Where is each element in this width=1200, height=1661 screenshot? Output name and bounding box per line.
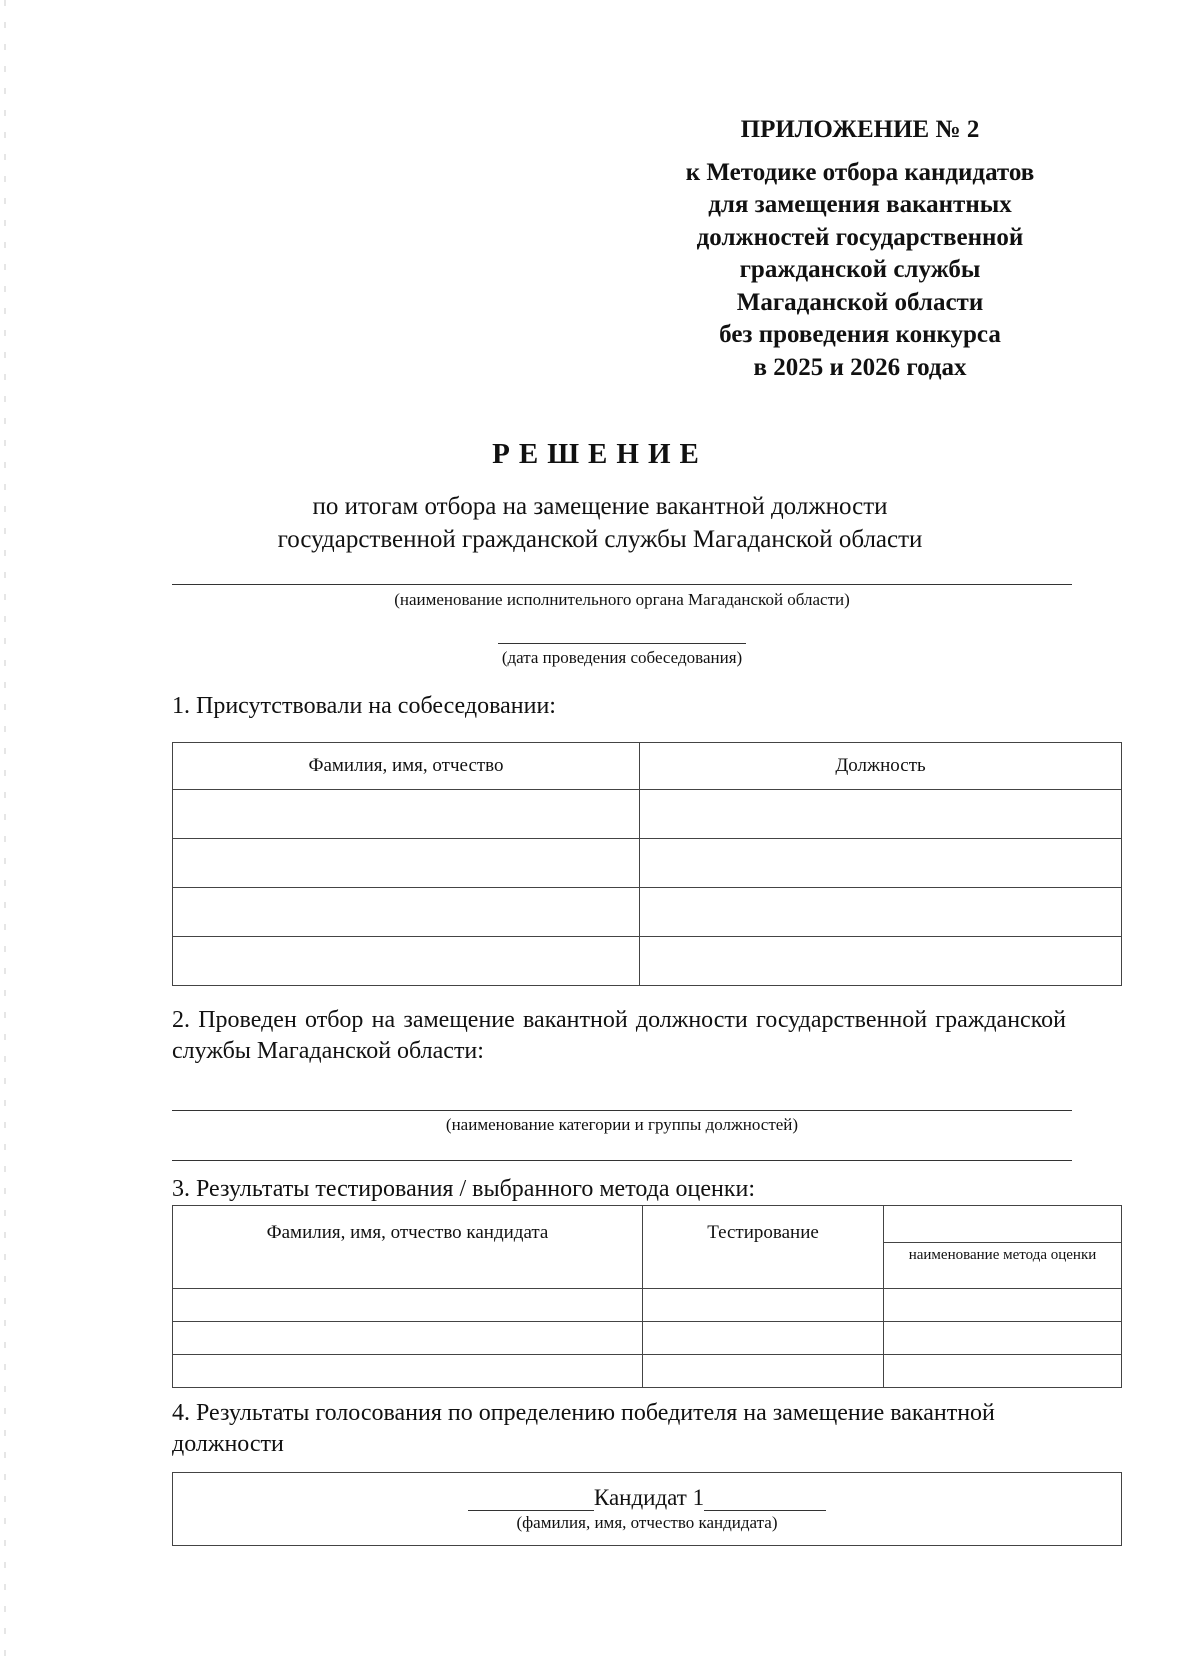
- table-cell[interactable]: [640, 888, 1122, 937]
- column-header-position: Должность: [640, 743, 1122, 790]
- appendix-line: в 2025 и 2026 годах: [753, 353, 967, 381]
- appendix-title: ПРИЛОЖЕНИЕ № 2: [740, 116, 980, 143]
- table-cell[interactable]: [640, 790, 1122, 839]
- table-row: [173, 790, 1122, 839]
- candidate-name-line[interactable]: [173, 1485, 1121, 1511]
- appendix-line: должностей государственной: [696, 223, 1024, 251]
- table-cell[interactable]: [884, 1322, 1122, 1355]
- table-row: [173, 888, 1122, 937]
- table-cell[interactable]: [643, 1289, 884, 1322]
- decision-subtitle: [0, 490, 1200, 556]
- table-cell[interactable]: [173, 888, 640, 937]
- candidate-caption: (фамилия, имя, отчество кандидата): [516, 1513, 778, 1532]
- section3-heading: 3. Результаты тестирования / выбранного метода оценки:: [172, 1176, 756, 1202]
- column-header-testing: Тестирование: [643, 1206, 884, 1289]
- table-cell[interactable]: [173, 839, 640, 888]
- decision-subtitle-line: государственной гражданской службы Магаданской области: [277, 526, 923, 553]
- table-row: [173, 1322, 1122, 1355]
- candidate-label: Кандидат 1: [593, 1485, 705, 1510]
- table-cell[interactable]: [173, 1289, 643, 1322]
- voting-table: [172, 1472, 1122, 1546]
- table-cell[interactable]: [173, 1322, 643, 1355]
- table-cell[interactable]: [884, 1355, 1122, 1388]
- table-cell[interactable]: [173, 790, 640, 839]
- appendix-line: гражданской службы: [739, 256, 981, 283]
- appendix-line: для замещения вакантных: [708, 191, 1012, 218]
- section4-heading-line: 4. Результаты голосования по определению победителя на замещение вакантной: [172, 1400, 995, 1426]
- table-row: [173, 1355, 1122, 1388]
- table-header-row: [173, 1206, 1122, 1289]
- decision-title: РЕШЕНИЕ: [492, 438, 708, 470]
- category-fill-line[interactable]: [172, 1110, 1072, 1111]
- decision-subtitle-line: по итогам отбора на замещение вакантной должности: [312, 493, 888, 520]
- method-fill-space[interactable]: [884, 1206, 1121, 1243]
- table-cell[interactable]: [643, 1355, 884, 1388]
- section4-heading-line: должности: [172, 1431, 284, 1457]
- organ-caption: (наименование исполнительного органа Магаданской области): [394, 590, 850, 609]
- organ-fill-line[interactable]: [172, 584, 1072, 585]
- table-row: [173, 937, 1122, 986]
- candidate-cell: [173, 1473, 1122, 1546]
- results-table: [172, 1205, 1122, 1388]
- attendees-table: [172, 742, 1122, 986]
- table-cell[interactable]: [640, 839, 1122, 888]
- appendix-line: Магаданской области: [736, 288, 984, 316]
- category-fill-line-2[interactable]: [172, 1160, 1072, 1161]
- table-cell[interactable]: [173, 937, 640, 986]
- section4-heading: [172, 1398, 995, 1460]
- table-row: [173, 1473, 1122, 1546]
- table-cell[interactable]: [884, 1289, 1122, 1322]
- section2-text: 2. Проведен отбор на замещение вакантной должности государственной гражданской службы Магаданской области:: [172, 1007, 1066, 1064]
- column-header-candidate: Фамилия, имя, отчество кандидата: [173, 1206, 643, 1289]
- table-cell[interactable]: [643, 1322, 884, 1355]
- table-row: [173, 1289, 1122, 1322]
- column-header-method: [884, 1206, 1122, 1289]
- table-row: [173, 839, 1122, 888]
- date-fill-line[interactable]: [498, 643, 746, 644]
- category-caption: (наименование категории и группы должностей): [445, 1115, 799, 1134]
- column-header-fullname: Фамилия, имя, отчество: [173, 743, 640, 790]
- appendix-line: без проведения конкурса: [719, 321, 1001, 348]
- method-label: наименование метода оценки: [908, 1247, 1097, 1263]
- table-cell[interactable]: [640, 937, 1122, 986]
- scan-edge-artifact: [4, 0, 6, 1661]
- table-cell[interactable]: [173, 1355, 643, 1388]
- section1-heading: 1. Присутствовали на собеседовании:: [172, 693, 556, 719]
- appendix-header: [580, 114, 1140, 384]
- date-caption: (дата проведения собеседования): [501, 648, 743, 667]
- table-header-row: [173, 743, 1122, 790]
- appendix-line: к Методике отбора кандидатов: [685, 158, 1035, 186]
